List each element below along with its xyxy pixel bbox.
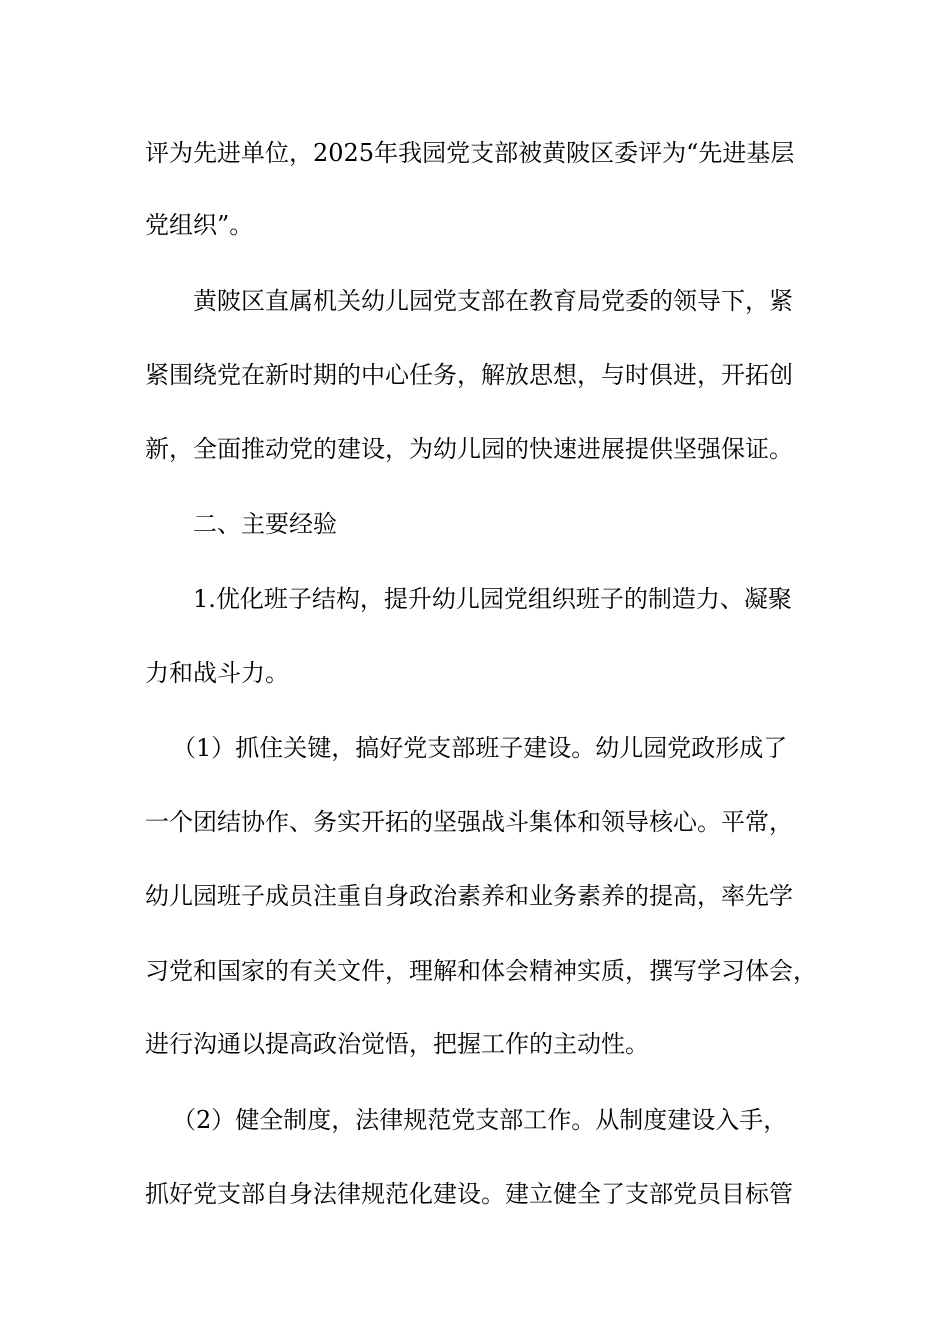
paragraph-line: 紧围绕党在新时期的中心任务，解放思想，与时俱进，开拓创 [145,361,793,389]
paragraph-line: 黄陂区直属机关幼儿园党支部在教育局党委的领导下，紧 [193,287,793,315]
paragraph-line: （1）抓住关键，搞好党支部班子建设。幼儿园党政形成了 [172,734,788,762]
paragraph-line: 一个团结协作、务实开拓的坚强战斗集体和领导核心。平常， [145,808,793,836]
paragraph-line: 抓好党支部自身法律规范化建设。建立健全了支部党员目标管 [145,1180,793,1208]
paragraph-line: 习党和国家的有关文件，理解和体会精神实质，撰写学习体会， [145,957,817,985]
paragraph-line: 党组织”。 [145,211,254,239]
paragraph-line: （2）健全制度，法律规范党支部工作。从制度建设入手， [172,1106,788,1134]
paragraph-line: 进行沟通以提高政治觉悟，把握工作的主动性。 [145,1030,649,1058]
section-heading: 二、主要经验 [193,510,337,538]
paragraph-line: 力和战斗力。 [145,659,289,687]
paragraph-line: 幼儿园班子成员注重自身政治素养和业务素养的提高，率先学 [145,882,793,910]
paragraph-line: 评为先进单位，2025年我园党支部被黄陂区委评为“先进基层 [145,139,795,167]
paragraph-line: 新，全面推动党的建设，为幼儿园的快速进展提供坚强保证。 [145,435,793,463]
paragraph-line: 1.优化班子结构，提升幼儿园党组织班子的制造力、凝聚 [193,585,792,613]
